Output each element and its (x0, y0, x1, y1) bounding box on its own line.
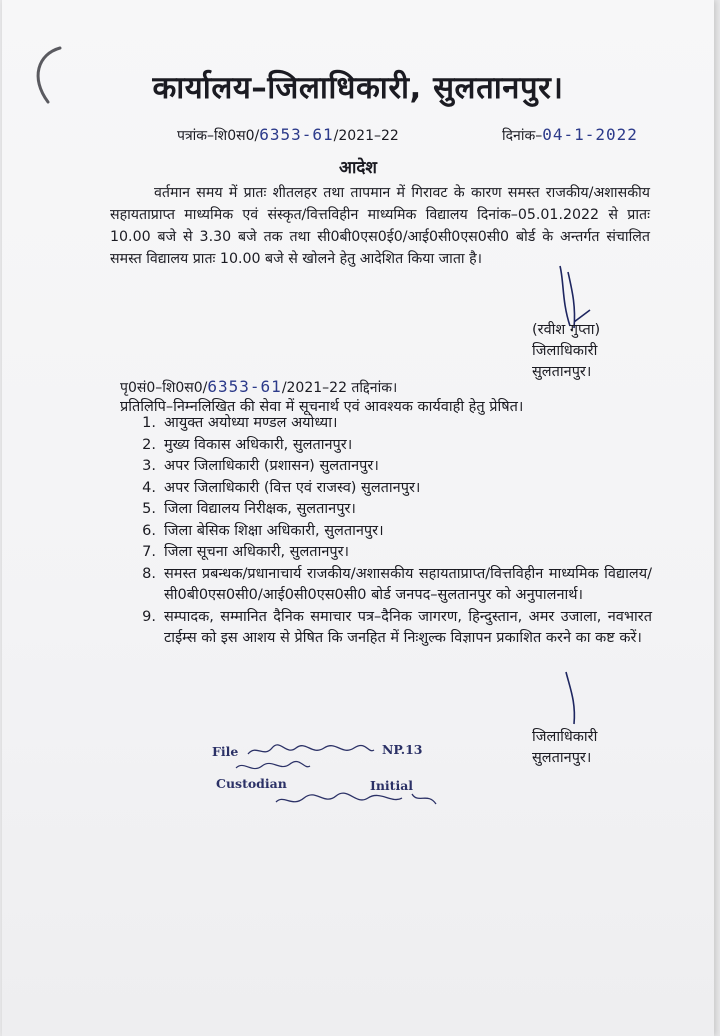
ref-number-handwritten: 6353-61 (259, 125, 334, 144)
item-number: 7. (142, 544, 156, 560)
item-text: जिला सूचना अधिकारी, सुलतानपुर। (164, 544, 350, 560)
copy-reference (120, 377, 397, 397)
file-noting-stamp (212, 740, 472, 820)
list-item (120, 435, 652, 457)
item-text: आयुक्त अयोध्या मण्डल अयोध्या। (164, 415, 338, 431)
ref-prefix: पत्रांक–शि0स0/ (177, 128, 260, 144)
signatory-designation: जिलाधिकारी (532, 343, 598, 359)
list-item (120, 521, 652, 543)
list-item (120, 542, 652, 564)
list-item (120, 413, 652, 435)
signatory-place: सुलतानपुर। (532, 364, 592, 380)
item-number: 1. (142, 415, 156, 431)
item-number: 3. (142, 458, 156, 474)
copy-ref-suffix: /2021–22 तद्दिनांक। (281, 380, 398, 396)
item-number: 2. (142, 436, 156, 453)
item-number: 9. (142, 608, 156, 625)
item-number: 8. (142, 565, 156, 582)
signatory-name: (रवीश गुप्ता) (532, 322, 601, 338)
letter-reference (177, 125, 399, 145)
custodian-label: Custodian (216, 776, 287, 791)
copy-intro: प्रतिलिपि–निम्नलिखित की सेवा में सूचनार्थ एवं आवश्यक कार्यवाही हेतु प्रेषित। (120, 399, 524, 415)
custodian-handwriting (272, 790, 442, 812)
item-number: 6. (142, 522, 156, 539)
list-item (120, 564, 652, 607)
item-text: अपर जिलाधिकारी (प्रशासन) सुलतानपुर। (164, 458, 379, 474)
recipient-list (120, 413, 652, 650)
document-page (2, 0, 714, 1036)
np-text: NP. (382, 742, 406, 757)
initial-label: Initial (370, 778, 414, 793)
file-label: File (212, 744, 239, 759)
item-number: 4. (142, 479, 156, 496)
date-handwritten: 04-1-2022 (542, 125, 638, 144)
ref-suffix: /2021–22 (333, 128, 399, 144)
order-title: आदेश (339, 158, 377, 178)
order-body: वर्तमान समय में प्रातः शीतलहर तथा तापमान में गिरावट के कारण समस्त राजकीय/अशासकीय सहायताप्राप्त माध्यमिक एवं संस्कृत/वित्तविहीन माध्यमिक विद्यालय दिनांक–05.01.2022 से प्रातः 10.00 बजे से 3.30 बजे तक तथा सी0बी0एस0ई0/आई0सी0एस0सी0 बोर्ड के अन्तर्गत संचालित समस्त विद्यालय प्रातः 10.00 बजे से खोलने हेतु आदेशित किया जाता है। (110, 185, 650, 267)
item-text: जिला बेसिक शिक्षा अधिकारी, सुलतानपुर। (164, 522, 384, 539)
np-value: 13 (405, 742, 423, 757)
np-label (382, 742, 423, 757)
letter-date (502, 125, 638, 145)
office-heading: कार्यालय–जिलाधिकारी, सुलतानपुर। (152, 70, 564, 106)
list-item (120, 607, 652, 650)
list-item (120, 478, 652, 500)
item-text: समस्त प्रबन्धक/प्रधानाचार्य राजकीय/अशासकीय सहायताप्राप्त/वित्तविहीन माध्यमिक विद्यालय/ सी0बी0एस0सी0/आई0सी0एस0सी0 बोर्ड जनपद–सुलतानपुर को अनुपालनार्थ। (164, 565, 652, 603)
signature-block-1 (532, 320, 600, 383)
item-text: जिला विद्यालय निरीक्षक, सुलतानपुर। (164, 501, 356, 517)
signatory-designation-2: जिलाधिकारी (532, 729, 598, 745)
signatory-place-2: सुलतानपुर। (532, 750, 592, 766)
item-text: मुख्य विकास अधिकारी, सुलतानपुर। (164, 436, 353, 453)
signature-scribble-2 (558, 668, 588, 728)
copy-ref-number-handwritten: 6353-61 (207, 377, 282, 396)
item-number: 5. (142, 501, 156, 517)
item-text: अपर जिलाधिकारी (वित्त एवं राजस्व) सुलतानपुर। (164, 479, 421, 496)
item-text: सम्पादक, सम्मानित दैनिक समाचार पत्र–दैनिक जागरण, हिन्दुस्तान, अमर उजाला, नवभारत टाईम्स को इस आशय से प्रेषित कि जनहित में निःशुल्क विज्ञापन प्रकाशित करने का कष्ट करें। (164, 608, 652, 646)
list-item (120, 499, 652, 521)
file-handwriting-2 (232, 758, 312, 776)
list-item (120, 456, 652, 478)
signature-block-2 (532, 727, 597, 769)
date-label: दिनांक– (502, 128, 543, 144)
copy-ref-prefix: पृ0सं0–शि0स0/ (120, 380, 208, 396)
